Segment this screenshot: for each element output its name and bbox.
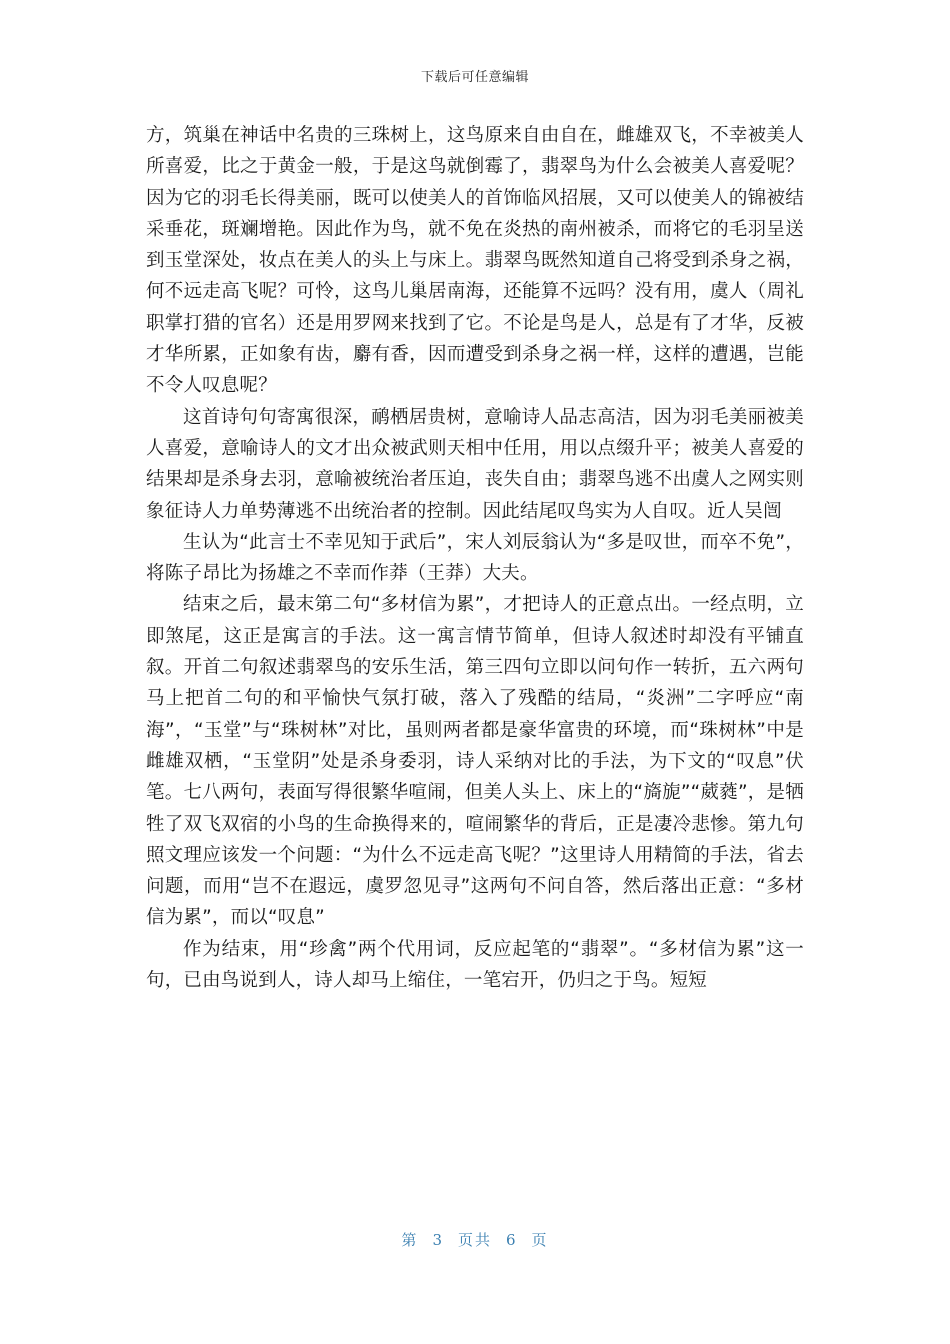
- page-footer: [0, 1229, 950, 1250]
- paragraph-4: 结束之后，最末第二句“多材信为累”，才把诗人的正意点出。一经点明，立即煞尾，这正是寓言的手法。这一寓言情节简单，但诗人叙述时却没有平铺直叙。开首二句叙述翡翠鸟的安乐生活，第三四句立即以问句作一转折，五六两句马上把首二句的和平愉快气氛打破，落入了残酷的结局，“炎洲”二字呼应“南海”，“玉堂”与“珠树林”对比，虽则两者都是豪华富贵的环境，而“珠树林”中是雌雄双栖，“玉堂阴”处是杀身委羽，诗人采纳对比的手法，为下文的“叹息”伏笔。七八两句，表面写得很繁华喧闹，但美人头上、床上的“旖旎”“葳蕤”，是牺牲了双飞双宿的小鸟的生命换得来的，喧闹繁华的背后，正是凄冷悲惨。第九句照文理应该发一个问题：“为什么不远走高飞呢？”这里诗人用精简的手法，省去问题，而用“岂不在遐远，虞罗忽见寻”这两句不问自答，然后落出正意：“多材信为累”，而以“叹息”: [146, 594, 804, 929]
- footer-prefix: 第: [401, 1231, 419, 1249]
- paragraph-1: 方，筑巢在神话中名贵的三珠树上，这鸟原来自由自在，雌雄双飞，不幸被美人所喜爱，比之于黄金一般，于是这鸟就倒霉了，翡翠鸟为什么会被美人喜爱呢？因为它的羽毛长得美丽，既可以使美人的首饰临风招展，又可以使美人的锦被结采垂花，斑斓增艳。因此作为鸟，就不免在炎热的南州被杀，而将它的毛羽呈送到玉堂深处，妆点在美人的头上与床上。翡翠鸟既然知道自己将受到杀身之祸，何不远走高飞呢？可怜，这鸟儿巢居南海，还能算不远吗？没有用，虞人（周礼职掌打猎的官名）还是用罗网来找到了它。不论是鸟是人，总是有了才华，反被才华所累，正如象有齿，麝有香，因而遭受到杀身之祸一样，这样的遭遇，岂能不令人叹息呢？: [146, 125, 804, 397]
- paragraph-3: 生认为“此言士不幸见知于武后”，宋人刘辰翁认为“多是叹世，而卒不免”，将陈子昂比为扬雄之不幸而作莽（王莽）大夫。: [146, 531, 804, 585]
- page-header: 下载后可任意编辑: [420, 70, 529, 85]
- footer-middle: 页共: [457, 1231, 492, 1249]
- paragraph-2: 这首诗句句寄寓很深，鸸栖居贵树，意喻诗人品志高洁，因为羽毛美丽被美人喜爱，意喻诗人的文才出众被武则天相中任用，用以点缀升平；被美人喜爱的结果却是杀身去羽，意喻被统治者压迫，丧失自由；翡翠鸟逃不出虞人之网实则象征诗人力单势薄逃不出统治者的控制。因此结尾叹鸟实为人自叹。近人吴闿: [146, 406, 804, 522]
- footer-suffix: 页: [531, 1231, 549, 1249]
- document-body: [146, 120, 804, 996]
- paragraph-5: 作为结束，用“珍禽”两个代用词，反应起笔的“翡翠”。“多材信为累”这一句，已由鸟说到人，诗人却马上缩住，一笔宕开，仍归之于鸟。短短: [146, 938, 804, 992]
- total-pages-number: 6: [506, 1231, 518, 1249]
- current-page-number: 3: [432, 1231, 444, 1249]
